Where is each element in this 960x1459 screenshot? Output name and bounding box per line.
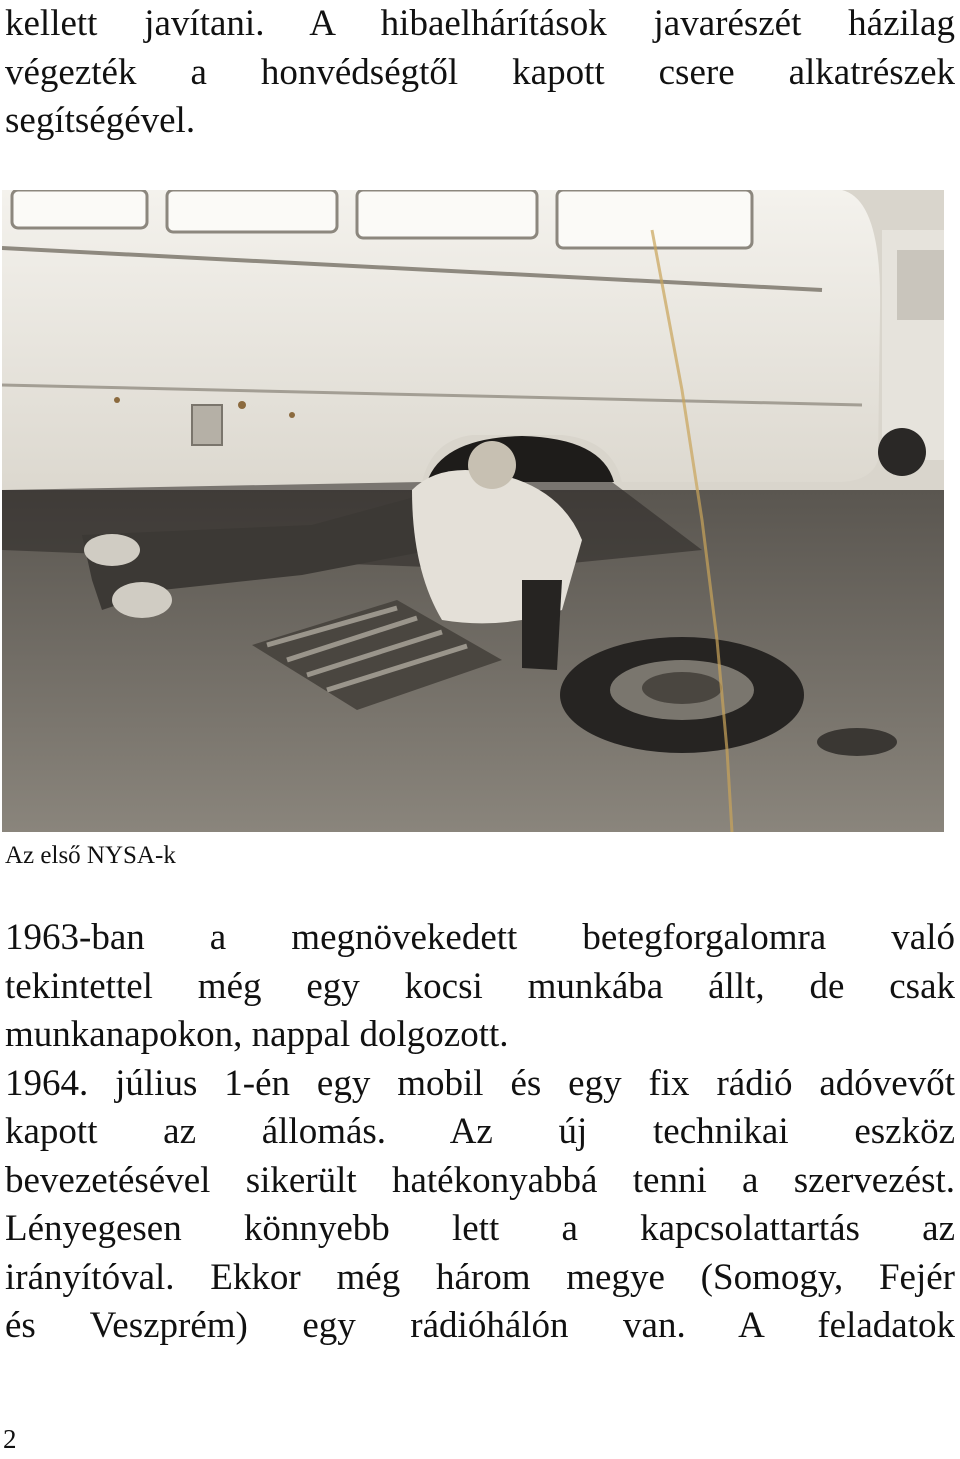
text-line: tekintettel még egy kocsi munkába állt, de csak	[5, 965, 955, 1007]
page-number: 2	[3, 1424, 17, 1454]
text-line: kapott az állomás. Az új technikai eszköz	[5, 1111, 955, 1152]
bus-body	[2, 190, 880, 490]
body-paragraph	[5, 914, 955, 1351]
text-line: kellett javítani. A hibaelhárítások javarészét házilag	[5, 3, 955, 44]
text-line: irányítóval. Ekkor még három megye (Somogy, Fejér	[5, 1256, 955, 1298]
intro-paragraph	[5, 0, 955, 146]
oil-pan	[817, 728, 897, 756]
text-line: végezték a honvédségtől kapott csere alkatrészek	[5, 51, 955, 93]
spare-tire	[560, 637, 804, 753]
text-line: segítségével.	[5, 100, 196, 141]
text-line: munkanapokon, nappal dolgozott.	[5, 1014, 509, 1055]
text-line: Lényegesen könnyebb lett a kapcsolattartás az	[5, 1208, 955, 1249]
photo-nysa-ambulance-repair	[2, 190, 944, 832]
second-vehicle	[878, 230, 944, 476]
text-line: és Veszprém) egy rádióhálón van. A feladatok	[5, 1305, 955, 1346]
figure-caption: Az első NYSA-k	[5, 842, 176, 869]
text-line: bevezetésével sikerült hatékonyabbá tenni a szervezést.	[5, 1159, 955, 1201]
text-line: 1964. július 1-én egy mobil és egy fix rádió adóvevőt	[5, 1062, 955, 1104]
text-line: 1963-ban a megnövekedett betegforgalomra való	[5, 917, 955, 958]
